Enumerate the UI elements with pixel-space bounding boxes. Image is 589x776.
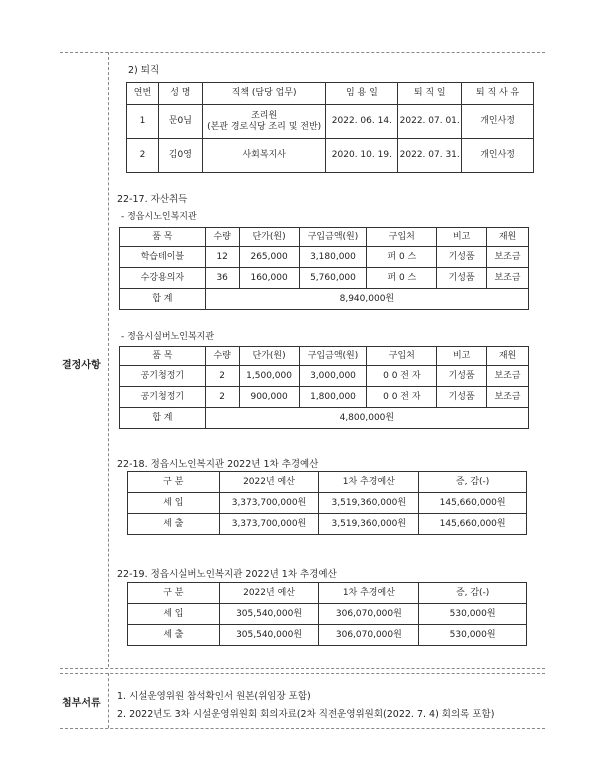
bottom-divider [60,728,545,729]
label-column-divider [108,52,109,667]
asset-table-1: 품 목 수량 단가(원) 구입금액(원) 구입처 비고 재원 학습테이블 12 265,000 3,180,000 퍼 0 스 기성품 보조금 수강용의자 36 160,000 5,760,000 퍼 0 스 기성품 보조금 합 계 8,940,000원 [119,227,529,310]
attach-label: 첨부서류 [62,698,101,709]
retire-title: 2) 퇴직 [128,65,160,76]
table-row: 세 출 3,373,700,000원 3,519,360,000원 145,660,000원 [128,514,527,535]
budget-table-1: 구 분 2022년 예산 1차 추경예산 증, 감(-) 세 입 3,373,700,000원 3,519,360,000원 145,660,000원 세 출 3,373,700,000원 3,519,360,000원 145,660,000원 [127,471,527,535]
table-row: 세 입 3,373,700,000원 3,519,360,000원 145,660,000원 [128,493,527,514]
table-row: 수강용의자 36 160,000 5,760,000 퍼 0 스 기성품 보조금 [120,268,529,289]
table-row: 공기청정기 2 900,000 1,800,000 0 0 전 자 기성품 보조금 [120,387,529,408]
attach-column-divider [108,673,109,728]
section-divider [60,668,545,669]
budget-title-1: 22-18. 정읍시노인복지관 2022년 1차 추경예산 [117,459,319,470]
section-divider-inner [60,673,545,674]
retire-header-no: 연번 [127,83,159,105]
asset-table-2: 품 목 수량 단가(원) 구입금액(원) 구입처 비고 재원 공기청정기 2 1,500,000 3,000,000 0 0 전 자 기성품 보조금 공기청정기 2 900,000 1,800,000 0 0 전 자 기성품 보조금 합 계 4,800,000원 [119,346,529,429]
table-row: 2 김0영 사회복지사 2020. 10. 19. 2022. 07. 31. 개인사정 [127,139,534,173]
table-row: 합 계 4,800,000원 [120,408,529,429]
asset-title: 22-17. 자산취득 [117,194,188,205]
budget-title-2: 22-19. 정읍시실버노인복지관 2022년 1차 추경예산 [117,569,337,580]
table-row: 학습테이블 12 265,000 3,180,000 퍼 0 스 기성품 보조금 [120,247,529,268]
retire-header-position: 직책 (담당 업무) [202,83,326,105]
table-row: 합 계 8,940,000원 [120,289,529,310]
asset-sub2: - 정읍시실버노인복지관 [121,332,215,342]
attachment-2: 2. 2022년도 3차 시설운영위원회 회의자료(2차 직전운영위원회(2022. 7. 4) 회의록 포함) [117,709,495,720]
budget-table-2: 구 분 2022년 예산 1차 추경예산 증, 감(-) 세 입 305,540,000원 306,070,000원 530,000원 세 출 305,540,000원 306,070,000원 530,000원 [127,582,527,646]
retire-header-reason: 퇴 직 사 유 [462,83,534,105]
retire-table [126,82,534,173]
top-divider [60,52,545,53]
table-row: 세 출 305,540,000원 306,070,000원 530,000원 [128,625,527,646]
table-row: 세 입 305,540,000원 306,070,000원 530,000원 [128,604,527,625]
retire-header-name: 성 명 [158,83,202,105]
attachment-1: 1. 시설운영위원 참석확인서 원본(위임장 포함) [117,691,311,702]
table-row: 1 문0님 조리원 (본관 경로식당 조리 및 전반) 2022. 06. 14. 2022. 07. 01. 개인사정 [127,105,534,139]
retire-header-retire-date: 퇴 직 일 [398,83,462,105]
asset-sub1: - 정읍시노인복지관 [121,212,197,222]
table-row: 공기청정기 2 1,500,000 3,000,000 0 0 전 자 기성품 보조금 [120,366,529,387]
decision-label: 결정사항 [62,360,101,371]
retire-header-hire-date: 임 용 일 [326,83,398,105]
